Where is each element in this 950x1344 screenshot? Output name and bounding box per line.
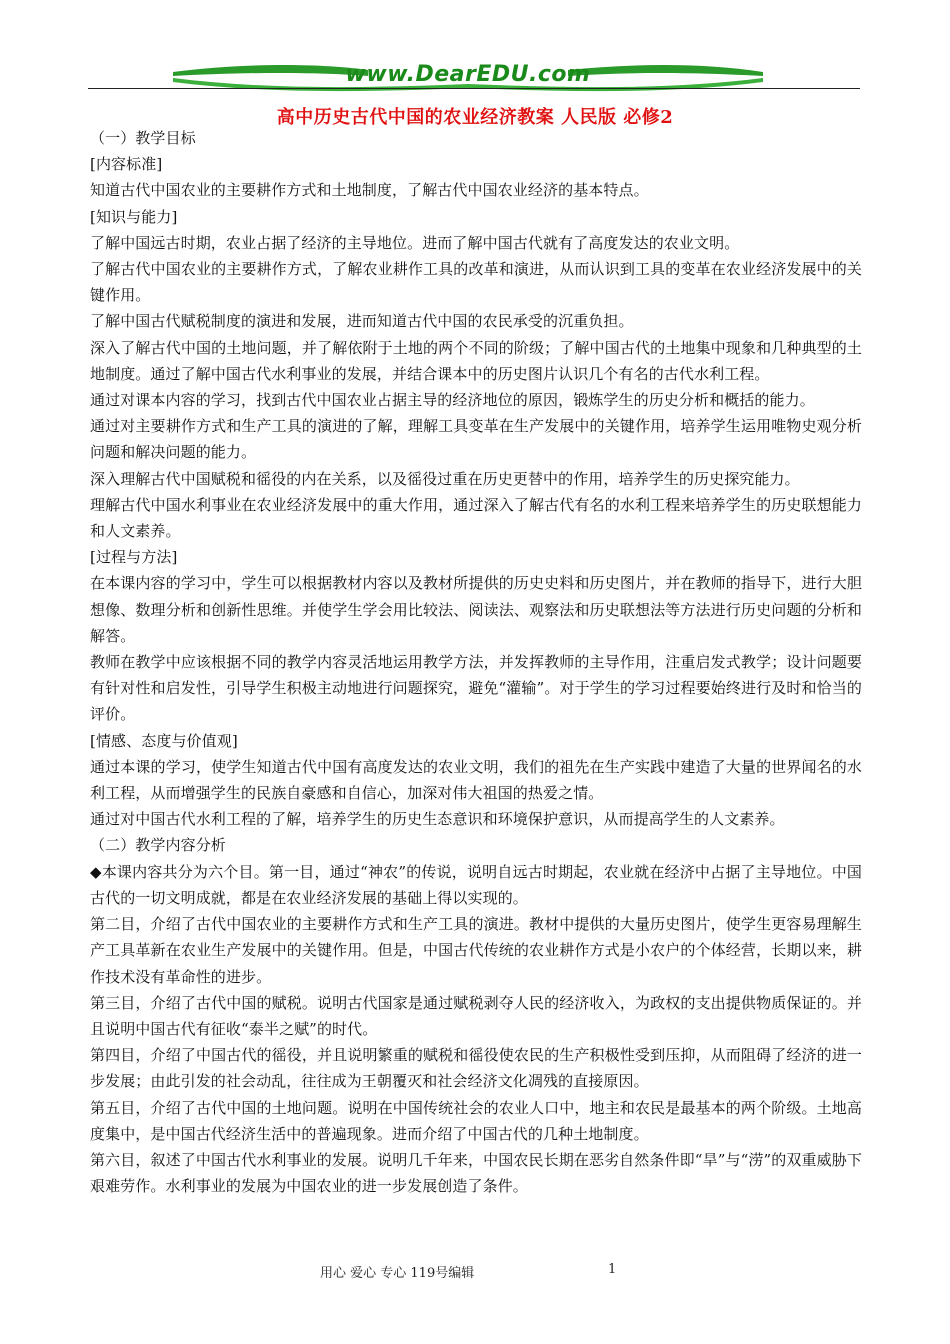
subsection-label: [过程与方法] [90, 548, 178, 567]
paragraph: 知道古代中国农业的主要耕作方式和土地制度，了解古代中国农业经济的基本特点。 [90, 181, 649, 200]
paragraph: 第五目，介绍了古代中国的土地问题。说明在中国传统社会的农业人口中，地主和农民是最基本的两个阶级。土地高度集中，是中国古代经济生活中的普遍现象。进而介绍了中国古代的几种土地制度。 [90, 1098, 862, 1143]
paragraph: 深入理解古代中国赋税和徭役的内在关系，以及徭役过重在历史更替中的作用，培养学生的历史探究能力。 [90, 469, 800, 488]
paragraph: 理解古代中国水利事业在农业经济发展中的重大作用，通过深入了解古代有名的水利工程来培养学生的历史联想能力和人文素养。 [90, 495, 862, 541]
paragraph: 通过本课的学习，使学生知道古代中国有高度发达的农业文明，我们的祖先在生产实践中建造了大量的世界闻名的水利工程，从而增强学生的民族自豪感和自信心，加深对伟大祖国的热爱之情。 [90, 757, 862, 803]
subsection-label: [内容标准] [90, 155, 163, 174]
paragraph: 教师在教学中应该根据不同的教学内容灵活地运用教学方法，并发挥教师的主导作用，注重启发式教学；设计问题要有针对性和启发性，引导学生积极主动地进行问题探究，避免“灌输”。对于学生的学习过程要始终进行及时和恰当的评价。 [90, 653, 862, 724]
paragraph: ◆本课内容共分为六个目。第一目，通过“神农”的传说，说明自远古时期起，农业就在经济中占据了主导地位。中国古代的一切文明成就，都是在农业经济发展的基础上得以实现的。 [90, 862, 862, 907]
paragraph: 了解古代中国农业的主要耕作方式，了解农业耕作工具的改革和演进，从而认识到工具的变革在农业经济发展中的关键作用。 [90, 260, 862, 305]
section-heading: （一）教学目标 [90, 129, 196, 147]
document-body [90, 125, 862, 1199]
header-rule [88, 88, 860, 89]
footer-text: 用心 爱心 专心 119号编辑 [320, 1266, 475, 1281]
paragraph: 第三目，介绍了古代中国的赋税。说明古代国家是通过赋税剥夺人民的经济收入，为政权的支出提供物质保证的。并且说明中国古代有征收“泰半之赋”的时代。 [90, 993, 862, 1038]
subsection-label: [情感、态度与价值观] [90, 731, 238, 750]
section-heading: （二）教学内容分析 [90, 836, 226, 855]
paragraph: 第四目，介绍了中国古代的徭役，并且说明繁重的赋税和徭役使农民的生产积极性受到压抑，从而阻碍了经济的进一步发展；由此引发的社会动乱，往往成为王朝覆灭和社会经济文化凋残的直接原因。 [90, 1046, 862, 1091]
paragraph: 深入了解古代中国的土地问题，并了解依附于土地的两个不同的阶级；了解中国古代的土地集中现象和几种典型的土地制度。通过了解中国古代水利事业的发展，并结合课本中的历史图片认识几个有名的古代水利工程。 [90, 338, 862, 383]
paragraph: 了解中国古代赋税制度的演进和发展，进而知道古代中国的农民承受的沉重负担。 [90, 312, 634, 331]
paragraph: 第六目，叙述了中国古代水利事业的发展。说明几千年来，中国农民长期在恶劣自然条件即“旱”与“涝”的双重威胁下艰难劳作。水利事业的发展为中国农业的进一步发展创造了条件。 [90, 1150, 862, 1196]
paragraph: 第二目，介绍了古代中国农业的主要耕作方式和生产工具的演进。教材中提供的大量历史图片，使学生更容易理解生产工具革新在农业生产发展中的关键作用。但是，中国古代传统的农业耕作方式是小农户的个体经营，长期以来，耕作技术没有革命性的进步。 [90, 915, 862, 986]
paragraph: 了解中国远古时期，农业占据了经济的主导地位。进而了解中国古代就有了高度发达的农业文明。 [90, 233, 740, 252]
header-logo [168, 58, 768, 98]
paragraph: 通过对主要耕作方式和生产工具的演进的了解，理解工具变革在生产发展中的关键作用，培养学生运用唯物史观分析问题和解决问题的能力。 [90, 417, 862, 462]
subsection-label: [知识与能力] [90, 207, 178, 226]
page-number: 1 [608, 1262, 617, 1277]
paragraph: 通过对课本内容的学习，找到古代中国农业占据主导的经济地位的原因，锻炼学生的历史分析和概括的能力。 [90, 391, 815, 410]
logo-text[interactable]: www.DearEDU.com [345, 62, 591, 87]
paragraph: 在本课内容的学习中，学生可以根据教材内容以及教材所提供的历史史料和历史图片，并在教师的指导下，进行大胆想像、数理分析和创新性思维。并使学生学会用比较法、阅读法、观察法和历史联想法等方法进行历史问题的分析和解答。 [90, 574, 862, 645]
paragraph: 通过对中国古代水利工程的了解，培养学生的历史生态意识和环境保护意识，从而提高学生的人文素养。 [90, 810, 785, 829]
document-title: 高中历史古代中国的农业经济教案 人民版 必修2 [276, 107, 674, 128]
